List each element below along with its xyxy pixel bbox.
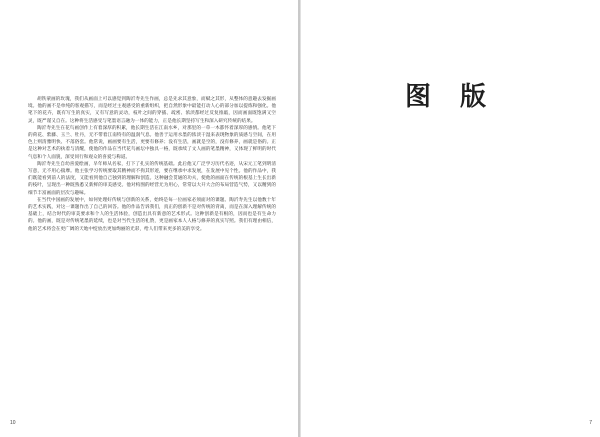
right-page [301,0,600,437]
essay-paragraph: 陶沂寿先生自幼喜爱绘画，早年师从名家，打下了扎实的传统基础。此后他又广泛学习历代名迹，从宋元工笔到明清写意，无不用心揣摩。他主张学习传统要取其精神而不拘其形迹，要在继承中求发展，在发展中见个性。他的作品中，我们既能看到前人的法度，又能看到他自己独到的理解和创造。这种融会贯通的功夫，使他的画面在传统的根基上生长出新的枝叶，呈现出一种既熟悉又新鲜的审美感受。他对构图的经营尤为用心，常常以大开大合的布局营造气势，又以精到的细节丰富画面的层次与趣味。 [28,161,276,196]
essay-paragraph: 胡铁蒙画的玫瑰，我们从画面上可以感觉到陶沂寿先生作画，总是先求其意象，而赋之其形，从整体的意趣去发掘画境。他的画不是单纯的客观描写，而是经过主观感受的重新组织，把自然形象中最能打动人心的部分加以提炼和强化。他笔下的花卉，既有写生的真实，又有写意的灵动，枝叶之间的穿插、疏密、浓淡都经过反复推敲，因而画面既饱满又空灵，既严谨又自在。这种将生活感受与笔墨语言融为一体的能力，正是他长期坚持写生和深入研究传统的结果。 [28,97,276,124]
essay-paragraph: 陶沂寿先生在花鸟画创作上有着深厚的积累，他长期生活在江南水乡，对那里的一草一木都怀着深厚的感情。他笔下的荷花、紫藤、玉兰、牡丹，无不带着江南特有的温润气息。他善于运用水墨的浓淡干湿来表现物象的质感与空间，在用色上则清雅明快、不落俗套。他常说，画画要有生活，更要有修养；没有生活，画就是空的，没有修养，画就是俗的。正是这种对艺术的执着与清醒，使他的作品在当代花鸟画坛中独具一格，既承续了文人画的笔墨精神，又体现了鲜明的时代气息和个人面貌，深受同行和观众的喜爱与称道。 [28,125,276,160]
essay-body [28,96,276,233]
essay-paragraph: 在当代中国画的发展中，如何处理好传统与创新的关系，始终是每一位画家必须面对的课题。陶沂寿先生以他数十年的艺术实践，对这一课题作出了自己的回答。他的作品告诉我们，真正的创新不是对传统的背离，而是在深入理解传统的基础上，结合时代的审美要求和个人的生活体验，创造出具有新意的艺术形式。这种创新是有根的，因而也是有生命力的。他的画，既是对传统笔墨的延续，也是对当代生活的礼赞，更是画家本人人格与修养的真实写照。我们有理由相信，他的艺术将会在更广阔的天地中绽放出更加绚丽的光彩，给人们带来更多的美的享受。 [28,197,276,232]
left-page [0,0,299,437]
page-number-right: 7 [589,420,592,426]
section-title: 图 版 [404,82,497,112]
page-number-left: 10 [10,420,16,426]
